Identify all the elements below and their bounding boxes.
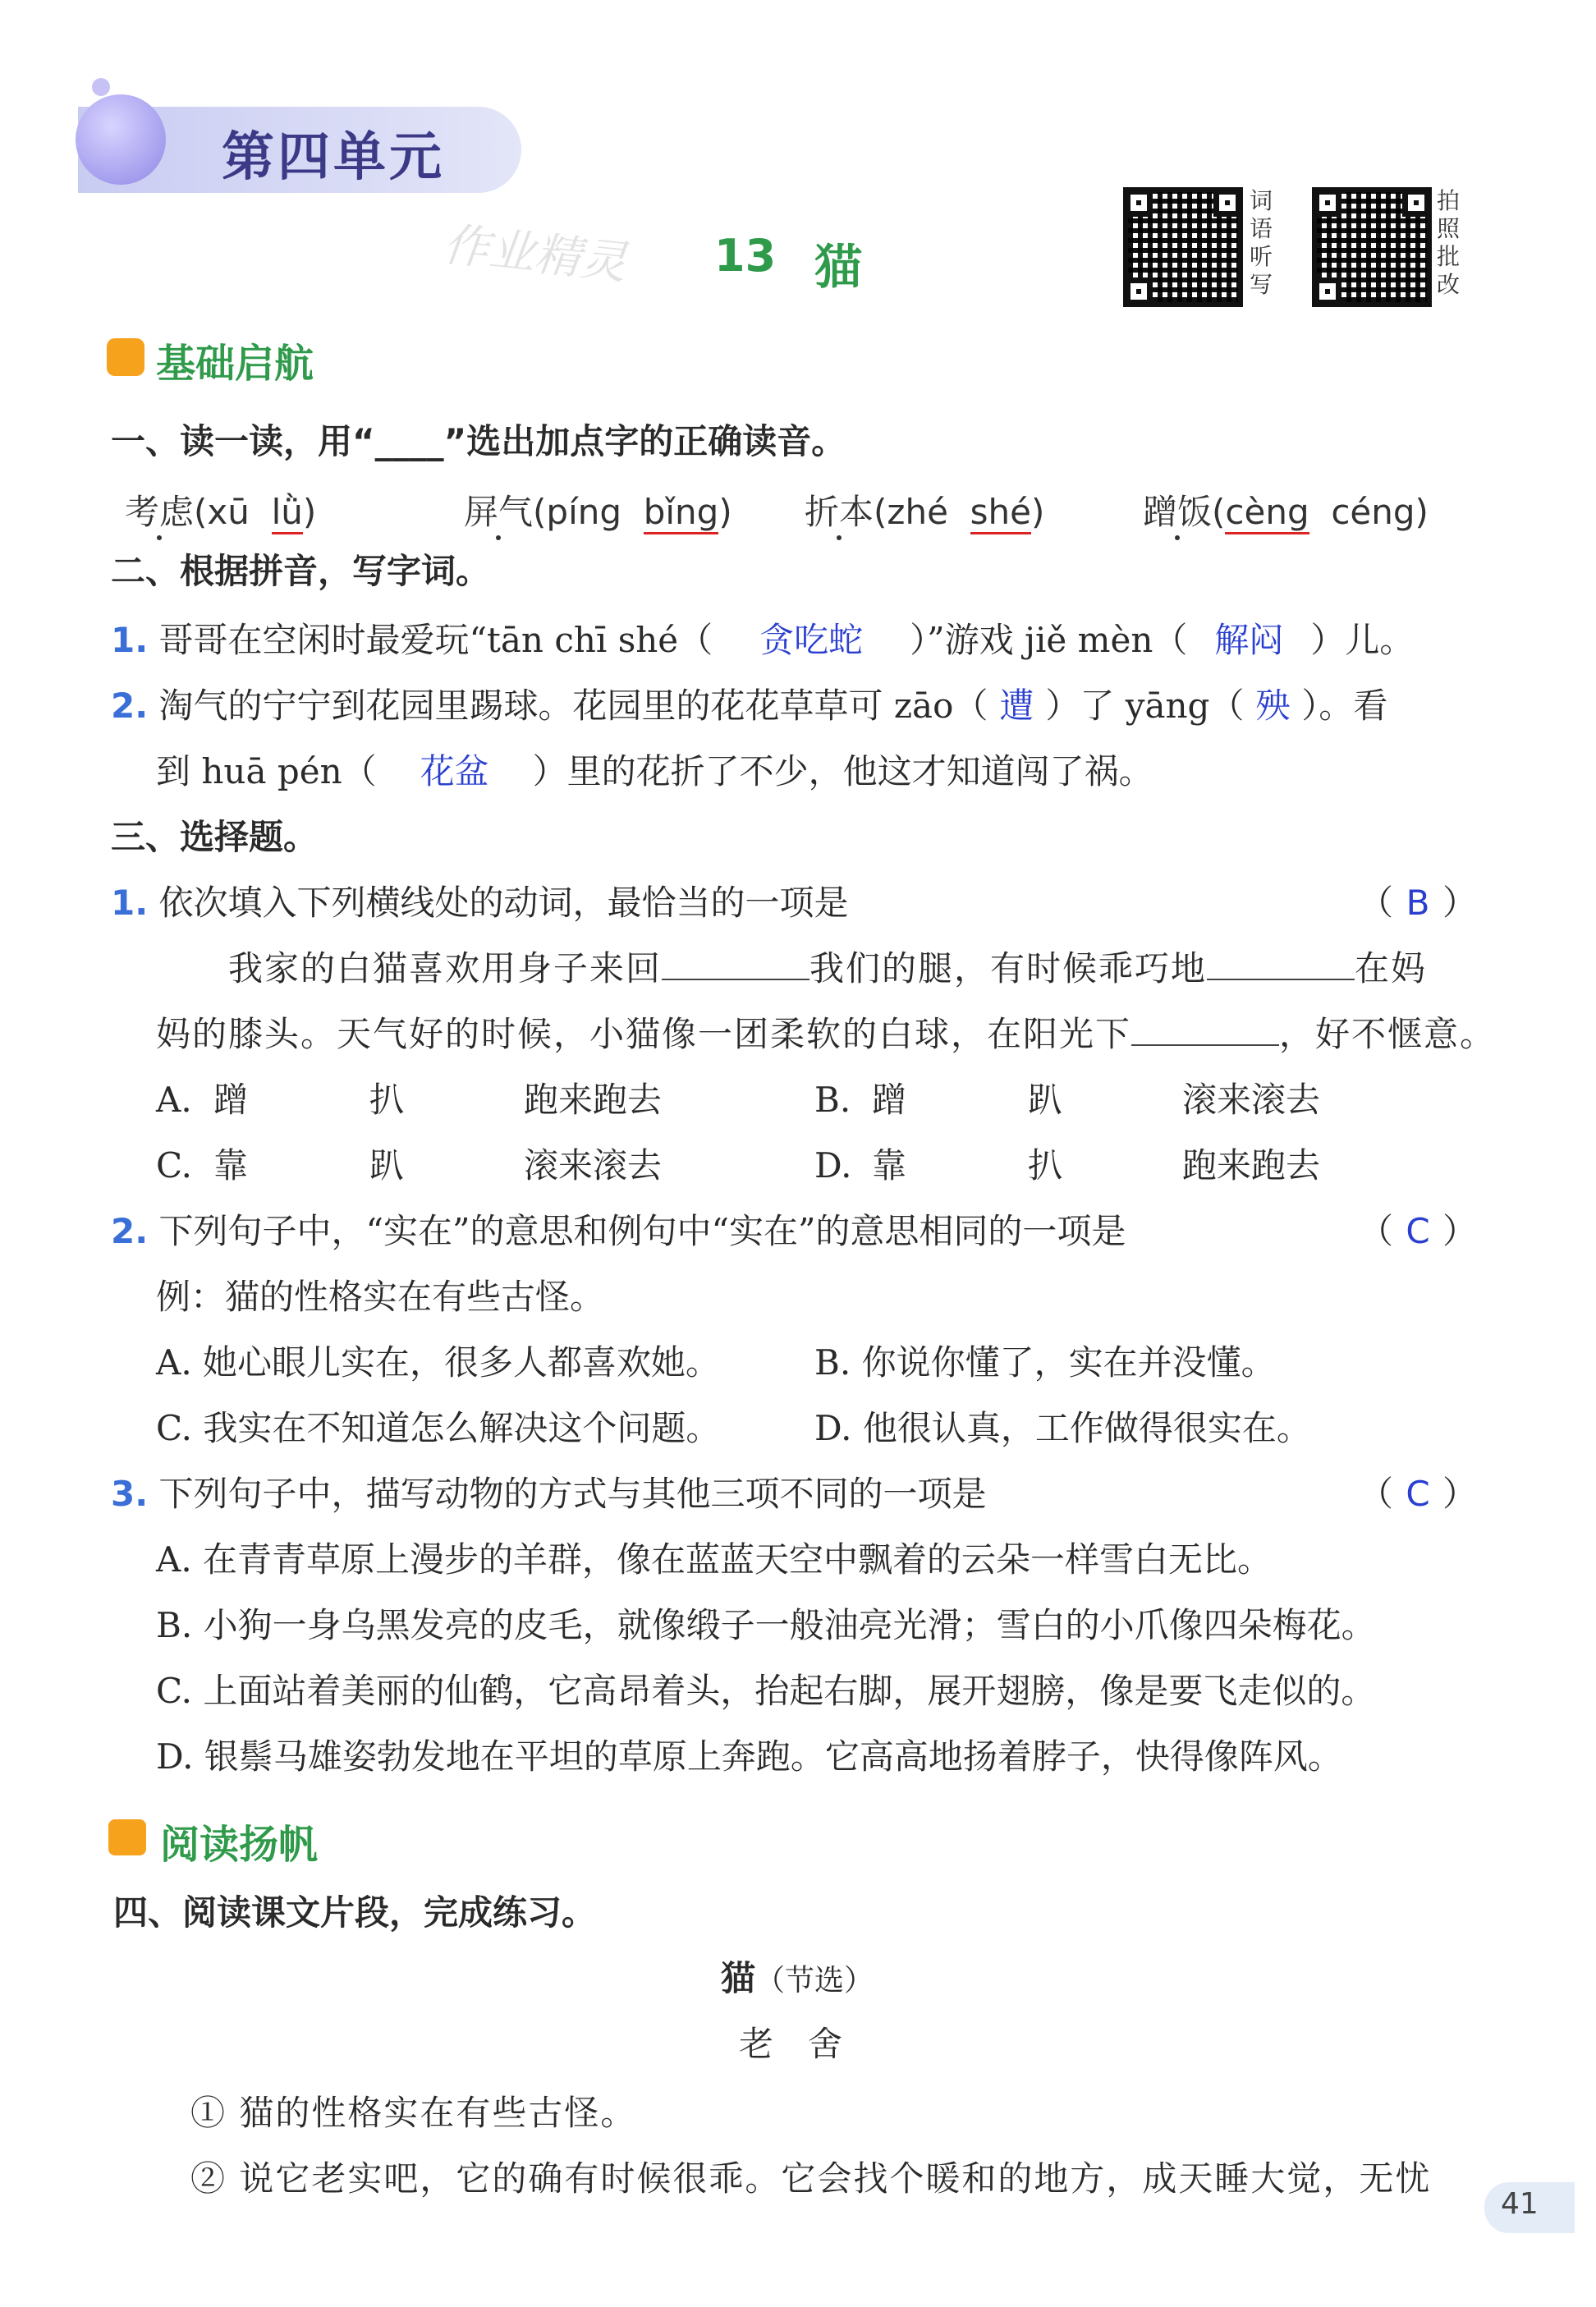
q4-passage-author: 老 舍 <box>739 2024 843 2064</box>
q3-p3-option-b: B. 小狗一身乌黑发亮的皮毛，就像缎子一般油亮光滑；雪白的小爪像四朵梅花。 <box>156 1605 1376 1645</box>
unit-ball-dot <box>92 78 110 96</box>
q3-p3-stem: 3. 下列句子中，描写动物的方式与其他三项不同的一项是 <box>111 1474 987 1514</box>
section-title-reading: 阅读扬帆 <box>160 1822 319 1868</box>
q3-p2-example: 例：猫的性格实在有些古怪。 <box>156 1277 605 1317</box>
q2-line-3: 到 huā pén（ 花盆 ）里的花折了不少，他这才知道闯了祸。 <box>156 751 1153 791</box>
q2-heading: 二、根据拼音，写字词。 <box>111 551 491 591</box>
q3-p3-answer: （ C ） <box>1359 1474 1478 1514</box>
unit-title: 第四单元 <box>222 127 445 188</box>
q3-p1-stem: 1. 依次填入下列横线处的动词，最恰当的一项是 <box>111 883 849 923</box>
q1-word: 蹭饭 <box>1143 492 1213 532</box>
q3-p2-option-c: C. 我实在不知道怎么解决这个问题。 <box>156 1408 721 1448</box>
q1-word: 屏气 <box>464 492 534 532</box>
q3-p1-option-a: A. 蹭 扒 跑来跑去 <box>156 1080 663 1120</box>
qr-code-dictation[interactable] <box>1123 187 1243 307</box>
q3-p1-option-c: C. 靠 趴 滚来滚去 <box>156 1145 663 1186</box>
qr-code-grading[interactable] <box>1312 187 1432 307</box>
q3-p3-option-a: A. 在青青草原上漫步的羊群，像在蓝蓝天空中飘着的云朵一样雪白无比。 <box>156 1539 1273 1580</box>
q3-heading: 三、选择题。 <box>111 817 319 857</box>
watermark: 作业精灵 <box>440 218 630 291</box>
q1-item-2: 屏气(píng bǐng) <box>464 489 732 535</box>
q3-p2-option-d: D. 他很认真，工作做得很实在。 <box>814 1408 1311 1448</box>
qr-label-dictation: 词语听写 <box>1250 187 1273 298</box>
q1-heading: 一、读一读，用“____”选出加点字的正确读音。 <box>111 421 846 461</box>
q3-p2-stem: 2. 下列句子中，“实在”的意思和例句中“实在”的意思相同的一项是 <box>111 1211 1126 1251</box>
q2-line-2: 2. 淘气的宁宁到花园里踢球。花园里的花花草草可 zāo（ 遭 ）了 yāng（ 殃 ）。看 <box>111 686 1388 726</box>
qr-label-grading: 拍照批改 <box>1437 187 1461 298</box>
lesson-number: 13 <box>714 230 777 282</box>
q3-p1-text-2: 妈的膝头。天气好的时候，小猫像一团柔软的白球，在阳光下 ，好不惬意。 <box>156 1014 1497 1054</box>
q1-word: 折本 <box>805 492 874 532</box>
q1-item-3: 折本(zhé shé) <box>805 489 1044 535</box>
q1-word: 考虑 <box>125 492 195 532</box>
q3-p3-option-d: D. 银鬃马雄姿勃发地在平坦的草原上奔跑。它高高地扬着脖子，快得像阵风。 <box>156 1736 1342 1777</box>
q3-p1-answer: （ B ） <box>1359 883 1478 923</box>
q4-paragraph-2: ② 说它老实吧，它的确有时候很乖。它会找个暖和的地方，成天睡大觉，无忧 <box>190 2158 1432 2199</box>
q4-heading: 四、阅读课文片段，完成练习。 <box>113 1892 597 1933</box>
q3-p2-option-a: A. 她心眼儿实在，很多人都喜欢她。 <box>156 1342 721 1383</box>
q3-p2-answer: （ C ） <box>1359 1211 1478 1251</box>
section-title-basics: 基础启航 <box>156 341 314 387</box>
page-number: 41 <box>1501 2187 1539 2221</box>
q3-p1-option-b: B. 蹭 趴 滚来滚去 <box>814 1080 1321 1120</box>
q3-p1-option-d: D. 靠 扒 跑来跑去 <box>814 1145 1321 1186</box>
q1-item-4: 蹭饭(cèng céng) <box>1143 489 1429 535</box>
q4-passage-title: 猫（节选） <box>721 1958 874 1998</box>
lesson-title: 猫 <box>814 239 863 295</box>
unit-ball-icon <box>76 94 166 185</box>
q2-line-1: 1. 哥哥在空闲时最爱玩“tān chī shé（ 贪吃蛇 ）”游戏 jiě mèn（ 解闷 ）儿。 <box>111 620 1415 660</box>
q1-item-1: 考虑(xū lǜ) <box>125 489 316 535</box>
sail-icon <box>108 1819 146 1855</box>
q4-paragraph-1: ① 猫的性格实在有些古怪。 <box>190 2093 637 2133</box>
anchor-icon <box>107 338 144 376</box>
q3-p1-text-1: 我家的白猫喜欢用身子来回 我们的腿，有时候乖巧地 在妈 <box>228 948 1428 988</box>
q3-p3-option-c: C. 上面站着美丽的仙鹤，它高昂着头，抬起右脚，展开翅膀，像是要飞走似的。 <box>156 1671 1376 1711</box>
q3-p2-option-b: B. 你说你懂了，实在并没懂。 <box>814 1342 1276 1383</box>
